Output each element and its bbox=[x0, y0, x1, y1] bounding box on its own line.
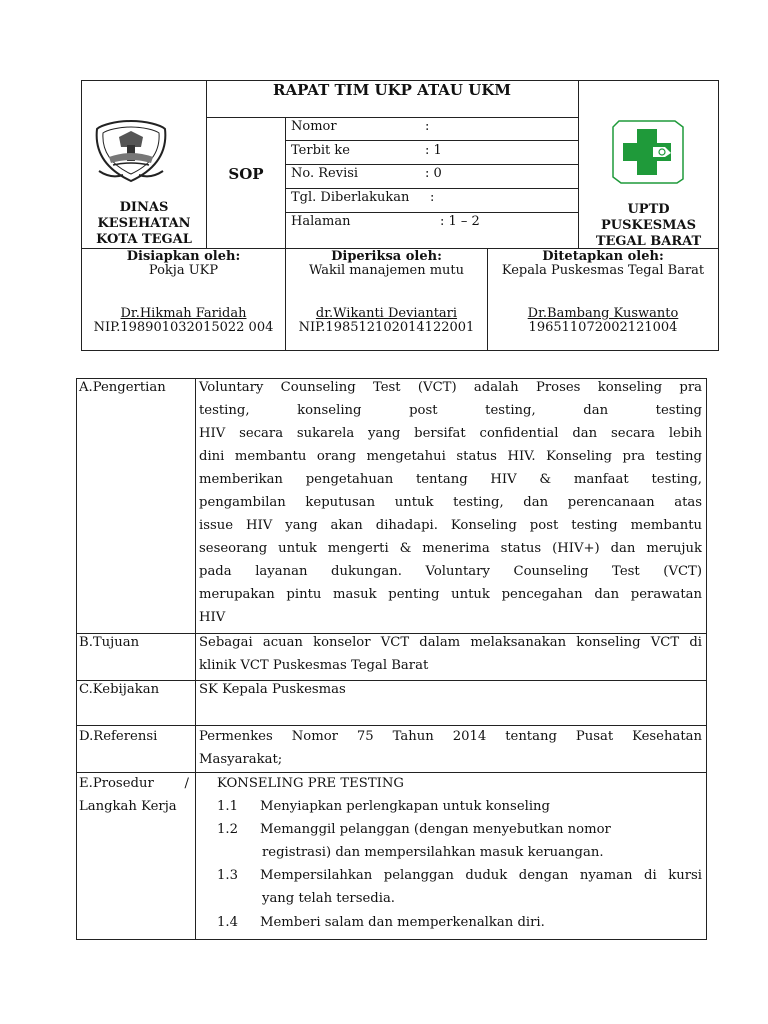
sig-heading-checked: Diperiksa oleh: bbox=[331, 249, 442, 264]
section-label-prosedur: E.Prosedur / bbox=[79, 776, 189, 791]
section-label-langkah-kerja: Langkah Kerja bbox=[79, 799, 177, 814]
info-value-terbit: : 1 bbox=[425, 143, 442, 158]
step-text: registrasi) dan mempersilahkan masuk keruangan. bbox=[262, 845, 604, 860]
referensi-line: Permenkes Nomor 75 Tahun 2014 tentang Pusat Kesehatan bbox=[199, 729, 702, 744]
sig-nip-approved: 196511072002121004 bbox=[528, 320, 678, 335]
info-value-halaman: : 1 – 2 bbox=[440, 214, 480, 229]
step-text: Memanggil pelanggan (dengan menyebutkan nomor bbox=[260, 822, 611, 837]
referensi-line: Masyarakat; bbox=[199, 752, 283, 767]
pengertian-line: issue HIV yang akan dihadapi. Konseling post testing membantu bbox=[199, 518, 702, 533]
step-text: Menyiapkan perlengkapan untuk konseling bbox=[260, 799, 550, 814]
info-label-nomor: Nomor bbox=[291, 119, 337, 134]
org-left-line-1: DINAS bbox=[119, 200, 169, 215]
info-label-terbit: Terbit ke bbox=[291, 143, 350, 158]
step-number: 1.1 bbox=[217, 799, 238, 814]
org-left-line-2: KESEHATAN bbox=[97, 216, 191, 231]
sig-nip-checked: NIP.198512102014122001 bbox=[298, 320, 475, 335]
pengertian-line: HIV secara sukarela yang bersifat confidential dan secara lebih bbox=[199, 426, 702, 441]
tujuan-line: klinik VCT Puskesmas Tegal Barat bbox=[199, 658, 429, 673]
step-number: 1.4 bbox=[217, 915, 238, 930]
org-right-line-1: UPTD bbox=[627, 202, 670, 217]
sig-name-approved: Dr.Bambang Kuswanto bbox=[527, 306, 679, 321]
pengertian-line: pada layanan dukungan. Voluntary Counseling Test (VCT) bbox=[199, 564, 702, 579]
pengertian-line: HIV bbox=[199, 610, 226, 625]
step-text: yang telah tersedia. bbox=[262, 891, 396, 906]
sig-name-checked: dr.Wikanti Deviantari bbox=[315, 306, 458, 321]
sig-heading-approved: Ditetapkan oleh: bbox=[542, 249, 664, 264]
info-label-revisi: No. Revisi bbox=[291, 166, 359, 181]
org-right-line-3: TEGAL BARAT bbox=[595, 234, 702, 249]
step-number: 1.2 bbox=[217, 822, 238, 837]
section-label-kebijakan: C.Kebijakan bbox=[79, 682, 160, 697]
step-text: Memberi salam dan memperkenalkan diri. bbox=[260, 915, 545, 930]
tujuan-line: Sebagai acuan konselor VCT dalam melaksanakan konseling VCT di bbox=[199, 635, 702, 650]
section-label-referensi: D.Referensi bbox=[79, 729, 158, 744]
info-label-tgl: Tgl. Diberlakukan bbox=[291, 190, 410, 205]
info-value-revisi: : 0 bbox=[425, 166, 442, 181]
pengertian-line: memberikan pengetahuan tentang HIV & manfaat testing, bbox=[199, 472, 702, 487]
sig-heading-prepared: Disiapkan oleh: bbox=[126, 249, 241, 264]
pengertian-line: Voluntary Counseling Test (VCT) adalah Proses konseling pra bbox=[199, 380, 702, 395]
pengertian-line: testing, konseling post testing, dan testing bbox=[199, 403, 702, 418]
sig-nip-prepared: NIP.198901032015022 004 bbox=[93, 320, 274, 335]
sig-role-checked: Wakil manajemen mutu bbox=[308, 263, 465, 278]
prosedur-heading: KONSELING PRE TESTING bbox=[217, 776, 404, 791]
kota-tegal-crest-icon bbox=[91, 117, 171, 185]
section-label-tujuan: B.Tujuan bbox=[79, 635, 140, 650]
step-text: Mempersilahkan pelanggan duduk dengan nyaman di kursi bbox=[260, 868, 702, 883]
pengertian-line: merupakan pintu masuk penting untuk pencegahan dan perawatan bbox=[199, 587, 702, 602]
document-title: RAPAT TIM UKP ATAU UKM bbox=[273, 81, 511, 99]
info-value-nomor: : bbox=[425, 119, 430, 134]
sig-role-prepared: Pokja UKP bbox=[148, 263, 219, 278]
pengertian-line: seseorang untuk mengerti & menerima status (HIV+) dan merujuk bbox=[199, 541, 702, 556]
sig-name-prepared: Dr.Hikmah Faridah bbox=[120, 306, 247, 321]
section-label-pengertian: A.Pengertian bbox=[79, 380, 166, 395]
org-right-line-2: PUSKESMAS bbox=[601, 218, 696, 233]
puskesmas-cross-icon bbox=[607, 117, 687, 185]
info-label-halaman: Halaman bbox=[291, 214, 351, 229]
org-left-line-3: KOTA TEGAL bbox=[96, 232, 192, 247]
pengertian-line: dini membantu orang mengetahui status HIV. Konseling pra testing bbox=[199, 449, 702, 464]
step-number: 1.3 bbox=[217, 868, 238, 883]
pengertian-line: pengambilan keputusan untuk testing, dan perencanaan atas bbox=[199, 495, 702, 510]
kebijakan-line: SK Kepala Puskesmas bbox=[199, 682, 346, 697]
info-value-tgl: : bbox=[430, 190, 435, 205]
sop-label: SOP bbox=[228, 165, 264, 183]
sig-role-approved: Kepala Puskesmas Tegal Barat bbox=[501, 263, 705, 278]
